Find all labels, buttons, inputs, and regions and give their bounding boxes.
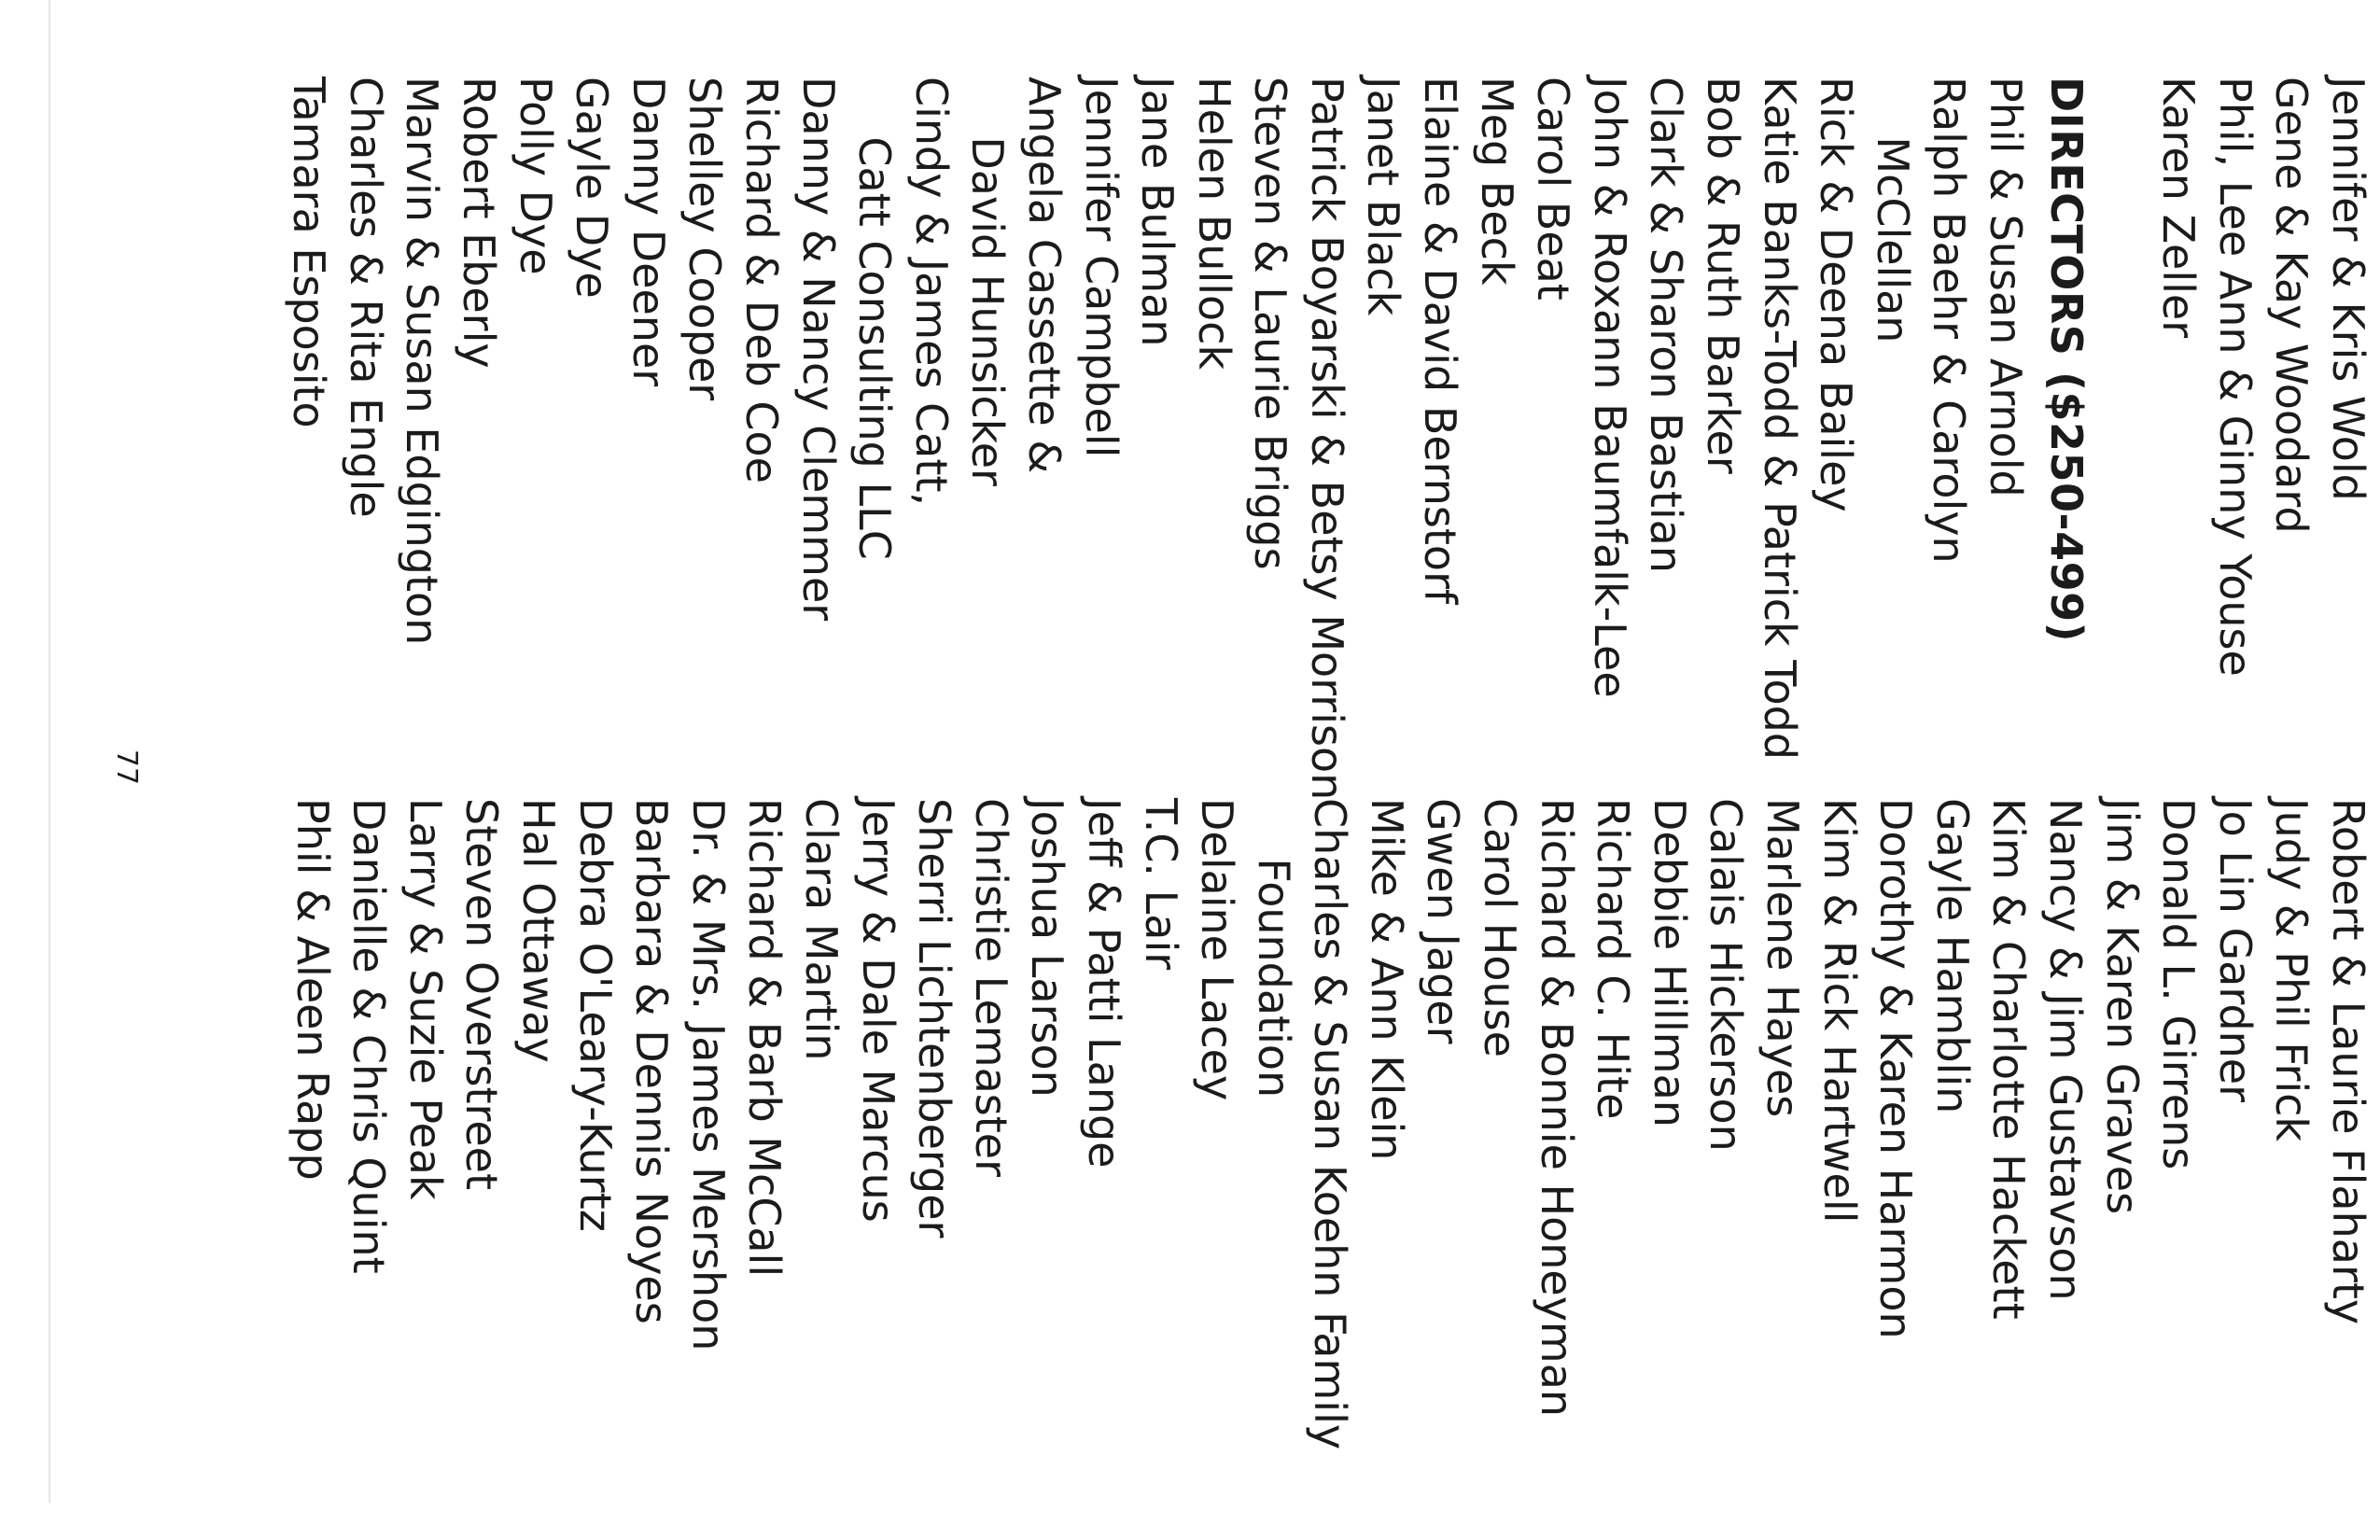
list-item: Sherri Lichtenberger [909,798,960,1239]
list-item: Delaine Lacey [1192,798,1243,1101]
list-item: Elaine & David Bernstorf [1415,77,1466,605]
list-item: Jeff & Patti Lange [1078,798,1129,1169]
list-item: Danny & Nancy Clemmer [792,77,844,622]
list-item: Tamara Esposito [284,77,335,428]
list-item-line: Charles & Susan Koehn Family [1305,798,1356,1450]
list-item: Danielle & Chris Quint [343,798,395,1274]
list-item: Richard & Deb Coe [735,77,787,483]
list-item: Christie Lemaster [965,798,1016,1178]
directors-list [281,77,2034,842]
list-item-line: David Hunsicker [962,136,1014,486]
list-item: Kim & Rick Hartwell [1813,798,1865,1224]
list-item: Jo Lin Gardner [2209,798,2261,1103]
list-item: Calais Hickerson [1701,798,1752,1152]
list-item: Katie Banks-Todd & Patrick Todd [1754,77,1805,761]
list-item: Phil & Susan Arnold [1981,77,2032,497]
list-item: Debbie Hillman [1644,798,1695,1127]
list-item: Charles & Rita Engle [340,77,391,518]
list-item: Robert Eberly [454,77,504,369]
left-column [281,77,2380,842]
list-item: Gene & Kay Woodard [2266,77,2317,534]
list-item: Bob & Ruth Barker [1698,77,1749,474]
list-item: Nancy & Jim Gustavson [2040,798,2092,1301]
list-item: Steven Overstreet [456,798,508,1191]
list-item: Patrick Boyarski & Betsy Morrison [1301,77,1352,801]
right-names-list [284,798,2376,1535]
list-item: Carol Beat [1528,77,1579,301]
list-item: Dr. & Mrs. James Mershon [682,798,734,1351]
list-item: Jerry & Dale Marcus [852,798,903,1223]
list-item: Gayle Hamblin [1926,798,1978,1114]
list-item: Jim & Karen Graves [2096,798,2148,1215]
list-item: Gayle Dye [567,77,618,299]
list-item: Jane Bulman [1132,77,1183,347]
list-item: Rick & Deena Bailey [1811,77,1862,512]
list-item: Debra O'Leary-Kurtz [569,798,621,1232]
list-item: Barbara & Dennis Noyes [626,798,678,1324]
list-item: Karen Zeller [2153,77,2205,339]
list-item: Richard & Barb McCall [739,798,791,1278]
list-item [1245,798,1358,1535]
list-item: Meg Beck [1471,77,1522,286]
list-item-line: Foundation [1248,858,1299,1099]
list-item: John & Roxann Baumfalk-Lee [1584,77,1635,698]
list-item: Kim & Charlotte Hackett [1983,798,2035,1320]
right-column [284,798,2380,1535]
list-item: Shelley Cooper [679,77,731,401]
list-item: Phil, Lee Ann & Ginny Youse [2209,77,2261,677]
list-item: Hal Ottaway [513,798,564,1063]
page-number: 77 [110,749,143,786]
list-item: Helen Bullock [1188,77,1239,371]
list-item: Donald L. Girrens [2153,798,2205,1170]
list-item: Polly Dye [510,77,561,275]
section-heading: DIRECTORS ($250-499) [2040,77,2092,643]
list-item-line: Angela Cassette & [1018,77,1070,474]
list-item: Dorothy & Karen Harmon [1870,798,1922,1339]
list-item-line: Cindy & James Catt, [905,77,957,507]
list-item: Judy & Phil Frick [2266,798,2317,1142]
list-item: Clark & Sharon Bastian [1641,77,1692,573]
list-item: Jennifer Campbell [1075,77,1127,458]
list-item: T.C. Lair [1135,798,1186,971]
list-item: Clara Martin [795,798,847,1061]
list-item-line: Catt Consulting LLC [849,136,901,560]
list-item [847,77,959,842]
list-item-line: Ralph Baehr & Carolyn [1924,77,1975,564]
list-item: Danny Deener [623,77,674,387]
list-item: Carol House [1475,798,1526,1057]
list-item: Phil & Aleen Rapp [287,798,338,1181]
list-item: Steven & Laurie Briggs [1245,77,1296,570]
list-item: Janet Black [1358,77,1409,316]
list-item: Joshua Larson [1022,798,1073,1098]
list-item: Marlene Hayes [1757,798,1809,1118]
list-item: Mike & Ann Klein [1361,798,1412,1161]
list-item: Marvin & Susan Edgington [397,77,448,646]
list-item: Gwen Jager [1418,798,1469,1044]
list-item: Richard C. Hite [1588,798,1639,1120]
list-item-line: McClellan [1867,136,1918,343]
list-item: Larry & Suzie Peak [399,798,451,1200]
list-item [1864,77,1977,842]
list-item [959,77,1072,842]
list-item: Robert & Laurie Flaharty [2323,798,2373,1325]
list-item: Jennifer & Kris Wold [2323,77,2373,501]
list-item: Richard & Bonnie Honeyman [1531,798,1582,1418]
top-names-list [2150,77,2376,842]
